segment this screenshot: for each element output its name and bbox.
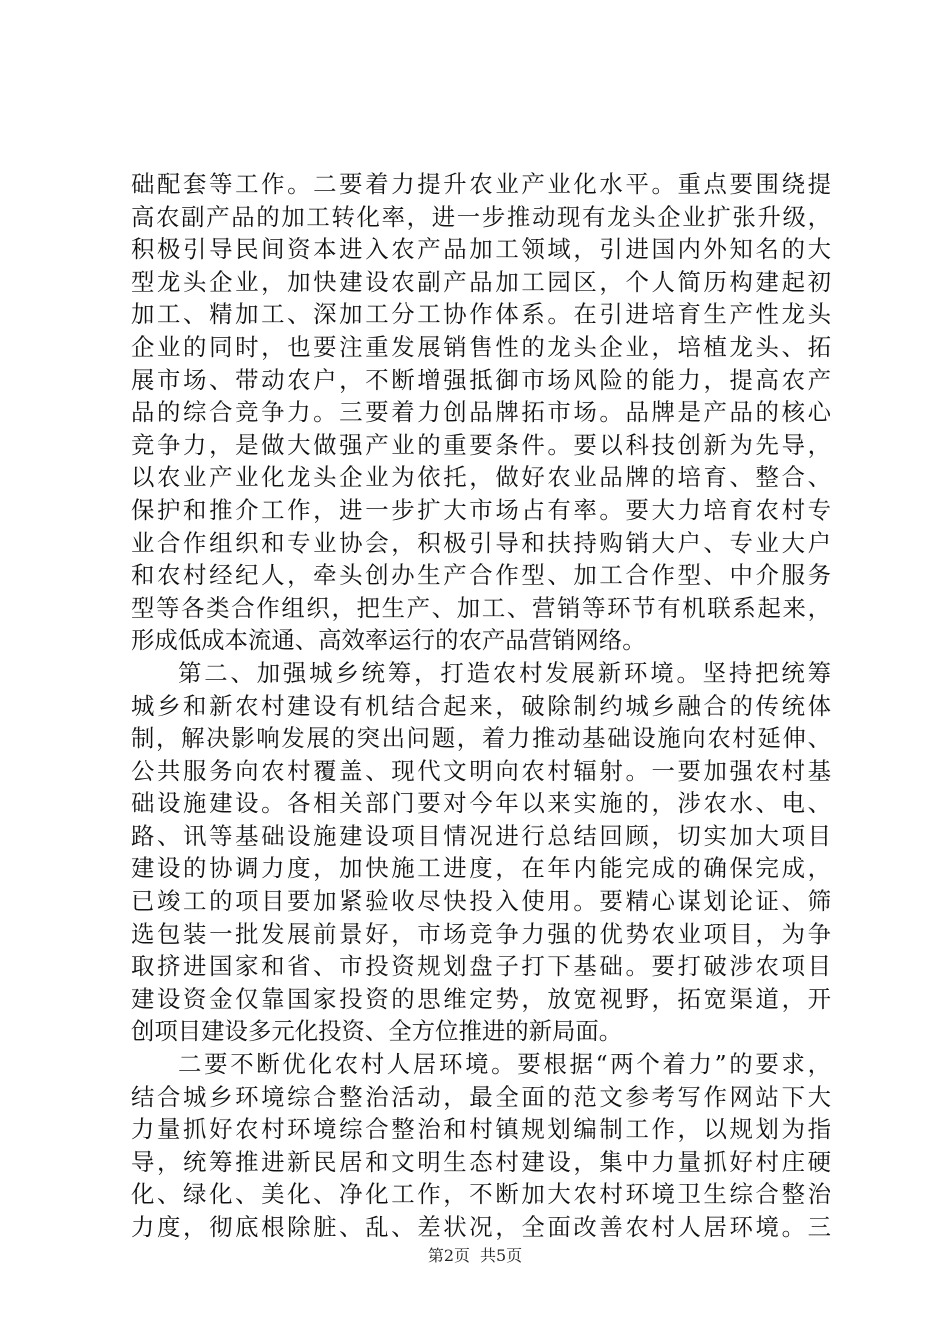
page-number-total: 共5页 bbox=[480, 1246, 523, 1265]
text-line: 保护和推介工作，进一步扩大市场占有率。要大力培育农村专 bbox=[131, 495, 831, 524]
text-line: 建设资金仅靠国家投资的思维定势，放宽视野，拓宽渠道，开 bbox=[131, 984, 831, 1013]
text-line: 导，统筹推进新民居和文明生态村建设，集中力量抓好村庄硬 bbox=[131, 1147, 831, 1176]
body-text bbox=[131, 168, 831, 1244]
text-line: 力度，彻底根除脏、乱、差状况，全面改善农村人居环境。三 bbox=[131, 1213, 831, 1241]
text-line: 企业的同时，也要注重发展销售性的龙头企业，培植龙头、拓 bbox=[131, 332, 831, 361]
paragraph-start-line: 第二、加强城乡统筹，打造农村发展新环境。坚持把统筹 bbox=[178, 658, 831, 687]
text-line: 展市场、带动农户，不断增强抵御市场风险的能力，提高农产 bbox=[131, 365, 831, 394]
text-line: 取挤进国家和省、市投资规划盘子打下基础。要打破涉农项目 bbox=[131, 952, 831, 981]
text-line: 力量抓好农村环境综合整治和村镇规划编制工作，以规划为指 bbox=[131, 1115, 831, 1144]
text-line: 和农村经纪人，牵头创办生产合作型、加工合作型、中介服务 bbox=[131, 561, 831, 590]
text-line: 础配套等工作。二要着力提升农业产业化水平。重点要围绕提 bbox=[131, 170, 831, 198]
text-line: 加工、精加工、深加工分工协作体系。在引进培育生产性龙头 bbox=[131, 300, 831, 329]
text-line: 积极引导民间资本进入农产品加工领域，引进国内外知名的大 bbox=[131, 235, 831, 264]
text-line: 形成低成本流通、高效率运行的农产品营销网络。 bbox=[131, 626, 646, 655]
text-line: 结合城乡环境综合整治活动，最全面的范文参考写作网站下大 bbox=[131, 1082, 831, 1111]
page-footer bbox=[0, 1243, 950, 1266]
text-line: 型龙头企业，加快建设农副产品加工园区，个人简历构建起初 bbox=[131, 267, 831, 296]
text-line: 化、绿化、美化、净化工作，不断加大农村环境卫生综合整治 bbox=[131, 1180, 831, 1209]
text-line: 已竣工的项目要加紧验收尽快投入使用。要精心谋划论证、筛 bbox=[131, 887, 831, 916]
text-line: 创项目建设多元化投资、全方位推进的新局面。 bbox=[131, 1017, 623, 1046]
text-line: 高农副产品的加工转化率，进一步推动现有龙头企业扩张升级， bbox=[131, 202, 831, 231]
text-line: 竞争力，是做大做强产业的重要条件。要以科技创新为先导， bbox=[131, 430, 831, 459]
text-line: 型等各类合作组织，把生产、加工、营销等环节有机联系起来， bbox=[131, 593, 831, 622]
text-line: 公共服务向农村覆盖、现代文明向农村辐射。一要加强农村基 bbox=[131, 756, 831, 785]
text-line: 以农业产业化龙头企业为依托，做好农业品牌的培育、整合、 bbox=[131, 463, 831, 492]
page-number-current: 第2页 bbox=[427, 1246, 470, 1265]
paragraph-start-line: 二要不断优化农村人居环境。要根据“两个着力”的要求， bbox=[178, 1050, 831, 1079]
text-line: 路、讯等基础设施建设项目情况进行总结回顾，切实加大项目 bbox=[131, 821, 831, 850]
text-line: 建设的协调力度，加快施工进度，在年内能完成的确保完成， bbox=[131, 854, 831, 883]
text-line: 品的综合竞争力。三要着力创品牌拓市场。品牌是产品的核心 bbox=[131, 398, 831, 427]
text-line: 城乡和新农村建设有机结合起来，破除制约城乡融合的传统体 bbox=[131, 691, 831, 720]
text-line: 业合作组织和专业协会，积极引导和扶持购销大户、专业大户 bbox=[131, 528, 831, 557]
text-line: 础设施建设。各相关部门要对今年以来实施的，涉农水、电、 bbox=[131, 789, 831, 818]
text-line: 选包装一批发展前景好，市场竞争力强的优势农业项目，为争 bbox=[131, 919, 831, 948]
text-line: 制，解决影响发展的突出问题，着力推动基础设施向农村延伸、 bbox=[131, 724, 831, 753]
